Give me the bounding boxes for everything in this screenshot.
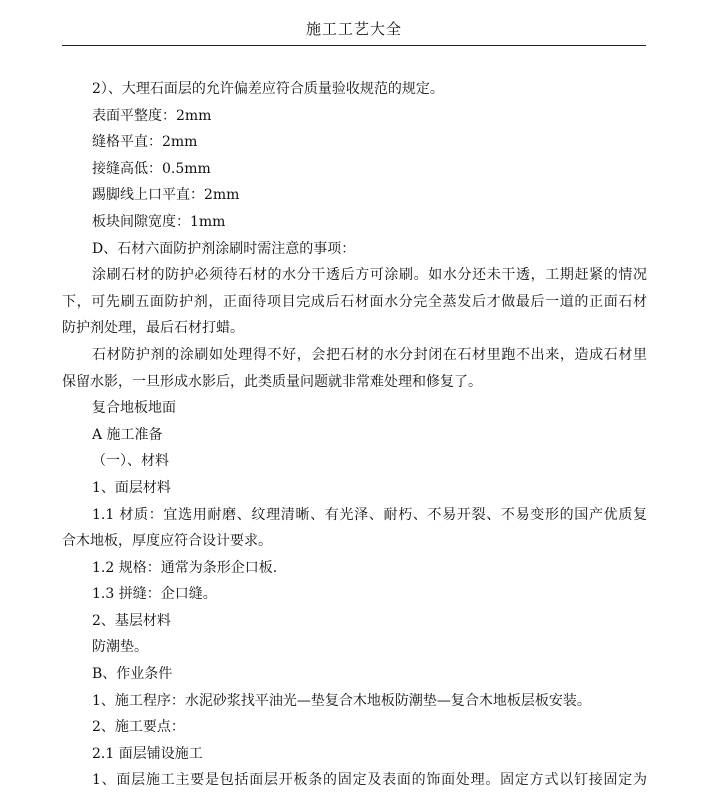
document-body	[62, 76, 647, 794]
text-line: 2、施工要点：	[92, 719, 185, 736]
text-line: 1.1 材质：宜选用耐磨、纹理清晰、有光泽、耐朽、不易开裂、不易变形的国产优质复	[92, 506, 647, 523]
text-line: 复合地板地面	[92, 400, 176, 417]
text-line: 板块间隙宽度：1mm	[92, 213, 226, 230]
text-line: 防护剂处理，最后石材打蜡。	[62, 320, 244, 337]
text-line: 踢脚线上口平直：2mm	[92, 187, 240, 204]
text-line: 涂刷石材的防护必须待石材的水分干透后方可涂刷。如水分还未干透，工期赶紧的情况	[92, 267, 647, 284]
text-line: （一）、材料	[92, 453, 169, 470]
text-line: 缝格平直：2mm	[92, 134, 198, 151]
text-line: 2.1 面层铺设施工	[92, 745, 203, 762]
text-line: 防潮垫。	[92, 639, 148, 656]
text-line: 1、施工程序：水泥砂浆找平油光—垫复合木地板防潮垫—复合木地板层板安装。	[92, 692, 591, 709]
text-line: 下，可先刷五面防护剂，正面待项目完成后石材面水分完全蒸发后才做最后一道的正面石材	[62, 293, 647, 310]
text-line: 1.3 拼缝：企口缝。	[92, 586, 217, 603]
text-line: D、石材六面防护剂涂刷时需注意的事项：	[92, 240, 356, 257]
text-line: 1、面层施工主要是包括面层开板条的固定及表面的饰面处理。固定方式以钉接固定为	[92, 772, 647, 789]
text-line: 1、面层材料	[92, 479, 171, 496]
text-line: 表面平整度：2mm	[92, 107, 212, 124]
text-line: 接缝高低：0.5mm	[92, 160, 211, 177]
text-line: 1.2 规格：通常为条形企口板.	[92, 559, 278, 576]
text-line: B、作业条件	[92, 666, 173, 683]
page-header-title: 施工工艺大全	[305, 20, 402, 38]
text-line: 保留水影，一旦形成水影后，此类质量问题就非常难处理和修复了。	[62, 373, 482, 390]
text-line: 2）、大理石面层的允许偏差应符合质量验收规范的规定。	[92, 81, 444, 97]
text-line: A 施工准备	[92, 426, 163, 443]
text-line: 石材防护剂的涂刷如处理得不好，会把石材的水分封闭在石材里跑不出来，造成石材里	[92, 346, 647, 363]
text-line: 合木地板，厚度应符合设计要求。	[62, 533, 272, 550]
header-divider	[62, 45, 646, 46]
text-line: 2、基层材料	[92, 612, 171, 629]
